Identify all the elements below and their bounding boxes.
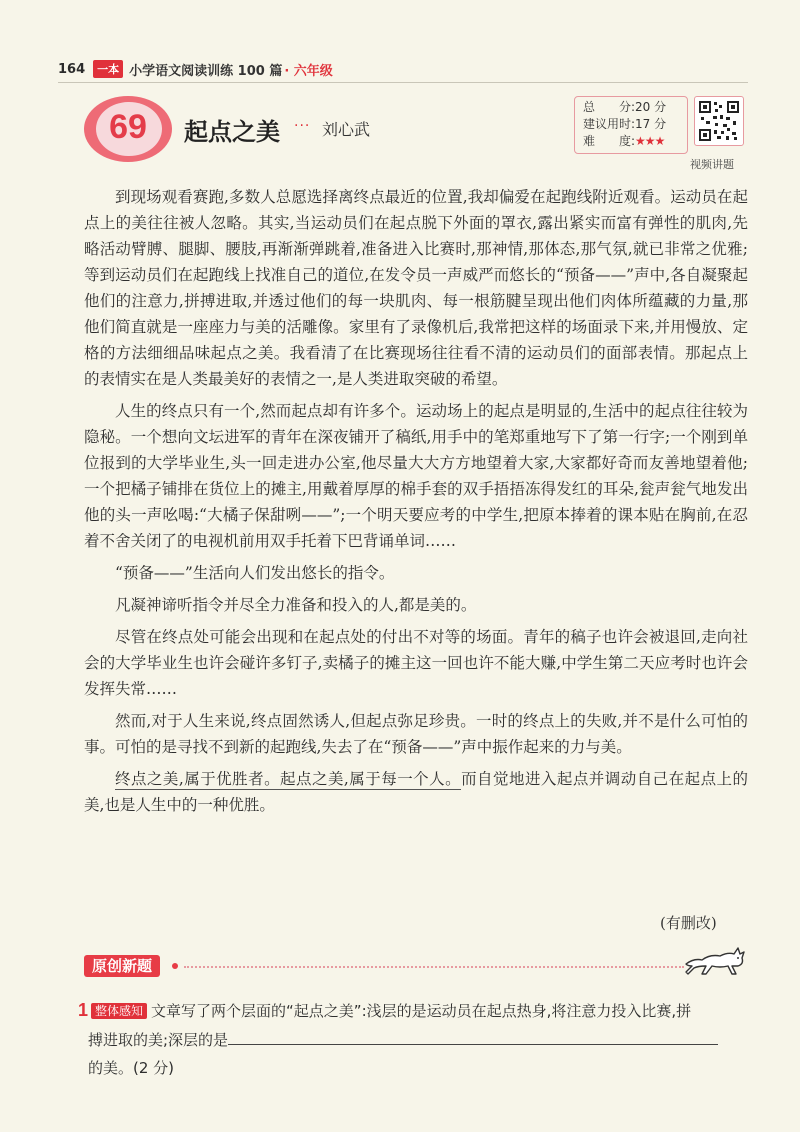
grade-label: · 六年级 <box>284 63 333 79</box>
brand-logo: 一本 <box>93 60 123 78</box>
question-1 <box>78 996 750 1082</box>
paragraph-5: 尽管在终点处可能会出现和在起点处的付出不对等的场面。青年的稿子也许会被退回,走向社会的大学毕业生也许会碰许多钉子,卖橘子的摊主这一回也许不能大赚,中学生第二天应考时也许会发挥失常…… <box>84 628 748 698</box>
difficulty <box>583 133 687 150</box>
question-text-1: 文章写了两个层面的“起点之美”:浅层的是运动员在起点热身,将注意力投入比赛,拼 <box>151 1002 692 1020</box>
difficulty-stars: ★★★ <box>635 134 665 148</box>
paragraph-6: 然而,对于人生来说,终点固然诱人,但起点弥足珍贵。一时的终点上的失败,并不是什么可怕的事。可怕的是寻找不到新的起跑线,失去了在“预备——”声中振作起来的力与美。 <box>84 712 748 756</box>
paragraph-3: “预备——”生活向人们发出悠长的指令。 <box>115 564 395 582</box>
total-score: 总 分:20 分 <box>583 100 667 114</box>
question-number: 1 <box>78 1000 89 1020</box>
header-divider <box>58 82 748 83</box>
paragraph-4: 凡凝神谛听指令并尽全力准备和投入的人,都是美的。 <box>115 596 477 614</box>
qr-code-icon[interactable] <box>694 96 744 146</box>
series-title: 小学语文阅读训练 100 篇 <box>129 63 283 79</box>
section-title: 原创新题 <box>84 955 160 977</box>
article-title: 起点之美 <box>184 117 280 146</box>
article-body <box>84 184 748 818</box>
qr-caption: 视频讲题 <box>690 158 734 171</box>
question-text-2: 搏进取的美;深层的是 <box>88 1031 229 1049</box>
qr-code-graphic <box>699 101 739 141</box>
answer-blank[interactable] <box>228 1026 718 1045</box>
paragraph-7-rest: 而自觉地进入起点并调动自己在起点上的美,也是人生中的一种优胜。 <box>84 770 748 814</box>
running-cat-icon <box>684 944 746 978</box>
info-box <box>574 96 688 154</box>
source-note: (有删改) <box>660 914 717 932</box>
question-line-1 <box>78 996 750 1026</box>
question-line-3: 的美。(2 分) <box>88 1059 175 1077</box>
paragraph-7 <box>84 766 748 818</box>
question-tag: 整体感知 <box>91 1003 147 1019</box>
article-number: 69 <box>109 108 147 146</box>
paragraph-1: 到现场观看赛跑,多数人总愿选择离终点最近的位置,我却偏爱在起跑线附近观看。运动员在起点上的美往往被人忽略。其实,当运动员们在起点脱下外面的罩衣,露出紧实而富有弹性的肌肉,先略活动臂膊、腿脚、腰肢,再渐渐弹跳着,准备进入比赛时,那神情,那体态,那气氛,就已非常之优雅;等到运动员们在起跑线上找准自己的道位,在发令员一声威严而悠长的“预备——”声中,各自凝聚起他们的注意力,拼搏进取,并透过他们的每一块肌肉、每一根筋腱呈现出他们肉体所蕴藏的力量,那他们简直就是一座座力与美的活雕像。家里有了录像机后,我常把这样的场面录下来,并用慢放、定格的方法细细品味起点之美。我看清了在比赛现场往往看不清的运动员们的面部表情。那起点上的表情实在是人类最美好的表情之一,是人类进取突破的希望。 <box>84 188 748 388</box>
title-dots: ··· <box>294 118 311 134</box>
difficulty-label: 难 度: <box>583 134 636 148</box>
article-number-badge <box>84 96 172 162</box>
question-line-2 <box>78 1026 750 1054</box>
paragraph-2: 人生的终点只有一个,然而起点却有许多个。运动场上的起点是明显的,生活中的起点往往较为隐秘。一个想向文坛进军的青年在深夜铺开了稿纸,用手中的笔郑重地写下了第一行字;一个刚到单位报到的大学毕业生,头一回走进办公室,他尽量大大方方地望着大家,大家都好奇而友善地望着他;一个把橘子铺排在货位上的摊主,用戴着厚厚的棉手套的双手捂捂冻得发红的耳朵,瓮声瓮气地发出他的头一声吆喝:“大橘子保甜咧——”;一个明天要应考的中学生,把原本捧着的课本贴在胸前,在忍着不舍关闭了的电视机前用双手托着下巴背诵单词…… <box>84 402 748 550</box>
section-divider <box>184 966 684 968</box>
underlined-sentence: 终点之美,属于优胜者。起点之美,属于每一个人。 <box>115 770 462 788</box>
suggested-time: 建议用时:17 分 <box>583 117 667 131</box>
page-header <box>58 60 333 78</box>
article-author: 刘心武 <box>322 120 371 139</box>
page-number: 164 <box>58 61 86 77</box>
section-dot <box>172 963 178 969</box>
